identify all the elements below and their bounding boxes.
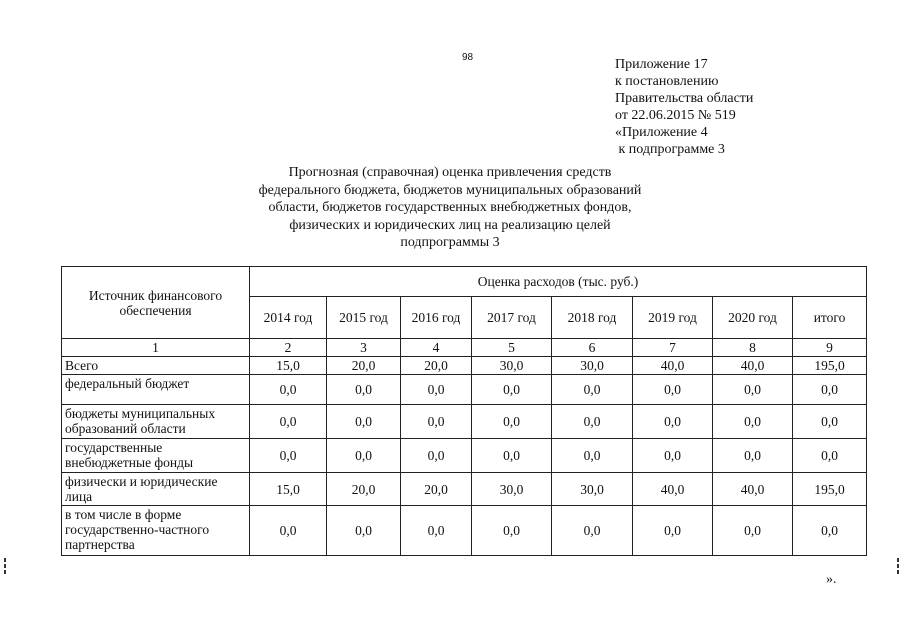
header-row xyxy=(62,267,867,297)
page-number: 98 xyxy=(462,52,474,63)
title-line: подпрограммы 3 xyxy=(400,235,500,250)
table-row xyxy=(62,473,867,506)
document-title xyxy=(150,164,750,252)
value-cell: 0,0 xyxy=(633,439,713,473)
value-cell: 0,0 xyxy=(250,405,327,439)
year-header: 2020 год xyxy=(713,297,793,339)
column-number: 7 xyxy=(633,339,713,357)
value-cell: 0,0 xyxy=(713,375,793,405)
value-cell: 0,0 xyxy=(552,506,633,556)
row-label: бюджеты муниципальных образований области xyxy=(62,405,250,439)
title-line: Прогнозная (справочная) оценка привлечения средств xyxy=(288,165,612,180)
table-row xyxy=(62,506,867,556)
title-line: федерального бюджета, бюджетов муниципальных образований xyxy=(258,182,642,198)
value-cell: 0,0 xyxy=(793,375,867,405)
row-label: Всего xyxy=(62,357,250,375)
year-header: 2015 год xyxy=(327,297,401,339)
value-cell: 0,0 xyxy=(793,506,867,556)
value-cell: 0,0 xyxy=(401,405,472,439)
value-cell: 0,0 xyxy=(552,439,633,473)
edge-scan-mark xyxy=(4,558,6,580)
year-header: 2014 год xyxy=(250,297,327,339)
appendix-block xyxy=(615,56,753,158)
value-cell: 0,0 xyxy=(401,506,472,556)
value-cell: 20,0 xyxy=(327,473,401,506)
appendix-line: от 22.06.2015 № 519 xyxy=(615,108,736,123)
value-cell: 20,0 xyxy=(401,473,472,506)
row-label: в том числе в форме государственно-частного партнерства xyxy=(62,506,250,556)
row-label: федеральный бюджет xyxy=(62,375,250,405)
table-body xyxy=(62,267,867,556)
value-cell: 195,0 xyxy=(793,473,867,506)
edge-scan-mark xyxy=(897,558,899,580)
value-cell: 0,0 xyxy=(327,375,401,405)
column-number: 6 xyxy=(552,339,633,357)
value-cell: 0,0 xyxy=(552,375,633,405)
year-header: 2017 год xyxy=(472,297,552,339)
value-cell: 30,0 xyxy=(472,473,552,506)
funding-table xyxy=(61,266,867,556)
source-header: Источник финансового обеспечения xyxy=(62,267,250,339)
appendix-line: «Приложение 4 xyxy=(615,125,708,140)
year-header: итого xyxy=(793,297,867,339)
title-line: физических и юридических лиц на реализацию целей xyxy=(289,217,611,233)
value-cell: 0,0 xyxy=(633,375,713,405)
value-cell: 20,0 xyxy=(327,357,401,375)
closing-quote: ». xyxy=(826,572,837,587)
value-cell: 0,0 xyxy=(472,375,552,405)
value-cell: 15,0 xyxy=(250,473,327,506)
column-number: 4 xyxy=(401,339,472,357)
year-header: 2018 год xyxy=(552,297,633,339)
table-row xyxy=(62,439,867,473)
value-cell: 30,0 xyxy=(552,357,633,375)
value-cell: 0,0 xyxy=(327,439,401,473)
value-cell: 0,0 xyxy=(472,439,552,473)
column-number: 9 xyxy=(793,339,867,357)
value-cell: 30,0 xyxy=(472,357,552,375)
value-cell: 40,0 xyxy=(633,473,713,506)
value-cell: 15,0 xyxy=(250,357,327,375)
value-cell: 0,0 xyxy=(633,506,713,556)
appendix-line: Правительства области xyxy=(615,91,754,106)
row-label: физически и юридические лица xyxy=(62,473,250,506)
row-label: государственные внебюджетные фонды xyxy=(62,439,250,473)
value-cell: 0,0 xyxy=(633,405,713,439)
value-cell: 40,0 xyxy=(713,473,793,506)
appendix-line: Приложение 17 xyxy=(615,57,708,72)
year-header: 2019 год xyxy=(633,297,713,339)
value-cell: 40,0 xyxy=(633,357,713,375)
column-number: 1 xyxy=(62,339,250,357)
year-header: 2016 год xyxy=(401,297,472,339)
value-cell: 0,0 xyxy=(713,506,793,556)
value-cell: 0,0 xyxy=(793,405,867,439)
value-cell: 40,0 xyxy=(713,357,793,375)
column-number: 2 xyxy=(250,339,327,357)
value-cell: 30,0 xyxy=(552,473,633,506)
table-row xyxy=(62,375,867,405)
value-cell: 0,0 xyxy=(713,405,793,439)
appendix-line: к подпрограмме 3 xyxy=(615,142,725,157)
title-line: области, бюджетов государственных внебюджетных фондов, xyxy=(268,200,632,215)
value-cell: 0,0 xyxy=(401,439,472,473)
value-cell: 0,0 xyxy=(472,506,552,556)
column-number: 8 xyxy=(713,339,793,357)
appendix-line: к постановлению xyxy=(615,74,719,89)
value-cell: 0,0 xyxy=(793,439,867,473)
value-cell: 0,0 xyxy=(552,405,633,439)
value-cell: 0,0 xyxy=(250,375,327,405)
value-cell: 20,0 xyxy=(401,357,472,375)
column-number: 3 xyxy=(327,339,401,357)
value-cell: 0,0 xyxy=(250,506,327,556)
group-header: Оценка расходов (тыс. руб.) xyxy=(250,267,867,297)
value-cell: 0,0 xyxy=(472,405,552,439)
value-cell: 0,0 xyxy=(713,439,793,473)
column-number-row xyxy=(62,339,867,357)
table-row xyxy=(62,405,867,439)
value-cell: 0,0 xyxy=(327,506,401,556)
column-number: 5 xyxy=(472,339,552,357)
value-cell: 0,0 xyxy=(250,439,327,473)
value-cell: 195,0 xyxy=(793,357,867,375)
value-cell: 0,0 xyxy=(401,375,472,405)
table-row xyxy=(62,357,867,375)
value-cell: 0,0 xyxy=(327,405,401,439)
